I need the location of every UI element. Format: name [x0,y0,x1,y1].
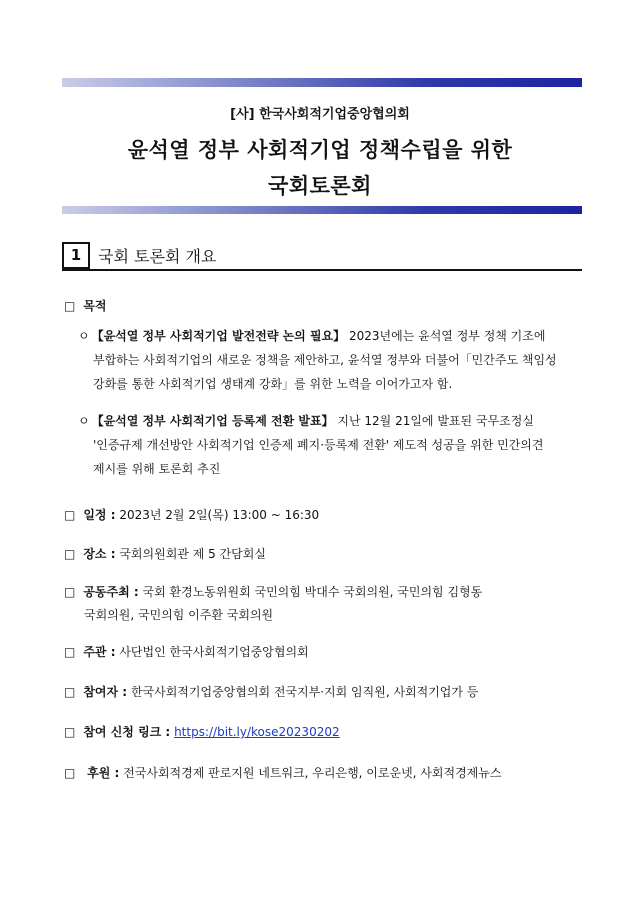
checkbox-icon: □ [64,299,76,313]
sponsor-value: 전국사회적경제 판로지원 네트워크, 우리은행, 이로운넷, 사회적경제뉴스 [123,766,502,780]
header-bottom-bar [62,206,582,214]
organizer-row [64,643,309,660]
organization-name: [사] 한국사회적기업중앙협의회 [230,107,410,122]
checkbox-icon: □ [64,685,76,699]
section-number: 1 [62,242,90,269]
purpose-heading [64,297,107,314]
checkbox-icon: □ [64,508,76,522]
bullet-circle-icon: ㅇ [78,329,90,343]
cohost-label: 공동주최 : [83,585,139,599]
signup-row [64,723,340,740]
checkbox-icon: □ [64,645,76,659]
date-label: 일정 : [83,508,116,522]
participants-label: 참여자 : [83,685,128,699]
checkbox-icon: □ [64,585,76,599]
purpose-item-2-line2: '인증규제 개선방안 사회적기업 인증제 폐지·등록제 전환' 제도적 성공을 위한 민간의견 [93,438,544,452]
signup-label: 참여 신청 링크 : [83,725,171,739]
document-title-line1: 윤석열 정부 사회적기업 정책수립을 위한 [127,138,513,162]
place-label: 장소 : [83,547,116,561]
place-row [64,545,266,562]
date-value: 2023년 2월 2일(목) 13:00 ~ 16:30 [119,508,320,522]
header-top-bar [62,78,582,87]
checkbox-icon: □ [64,725,76,739]
purpose-item-1-text1: 2023년에는 윤석열 정부 정책 기조에 [348,329,546,343]
sponsor-row [64,764,501,781]
purpose-item-1-line1 [78,327,545,344]
organizer-label: 주관 : [83,645,116,659]
participants-value: 한국사회적기업중앙협의회 전국지부·지회 임직원, 사회적기업가 등 [130,685,479,699]
purpose-item-2-line1 [78,412,534,429]
cohost-value-line1: 국회 환경노동위원회 국민의힘 박대수 국회의원, 국민의힘 김형동 [142,585,483,599]
organizer-value: 사단법인 한국사회적기업중앙협의회 [119,645,309,659]
date-row [64,506,319,523]
place-value: 국회의원회관 제 5 간담회실 [119,547,266,561]
document-title-line2: 국회토론회 [268,174,372,198]
purpose-item-1-line3: 강화를 통한 사회적기업 생태계 강화」를 위한 노력을 이어가고자 함. [93,377,453,391]
cohost-value-line2: 국회의원, 국민의힘 이주환 국회의원 [84,608,274,622]
section-title: 국회 토론회 개요 [98,247,217,266]
purpose-item-1-line2: 부합하는 사회적기업의 새로운 정책을 제안하고, 윤석열 정부와 더불어「민간주도 책임성 [93,353,557,367]
section-heading [62,242,582,271]
participants-row [64,683,478,700]
purpose-label: 목적 [83,299,107,313]
purpose-item-2-line3: 제시를 위해 토론회 추진 [93,462,221,476]
checkbox-icon: □ [64,766,76,780]
checkbox-icon: □ [64,547,76,561]
sponsor-label: 후원 : [87,766,120,780]
purpose-item-1-title: 【윤석열 정부 사회적기업 발전전략 논의 필요】 [91,329,346,343]
bullet-circle-icon: ㅇ [78,414,90,428]
cohost-row [64,583,482,600]
signup-link[interactable]: https://bit.ly/kose20230202 [174,725,340,739]
purpose-item-2-text1: 지난 12월 21일에 발표된 국무조정실 [337,414,534,428]
purpose-item-2-title: 【윤석열 정부 사회적기업 등록제 전환 발표】 [91,414,334,428]
